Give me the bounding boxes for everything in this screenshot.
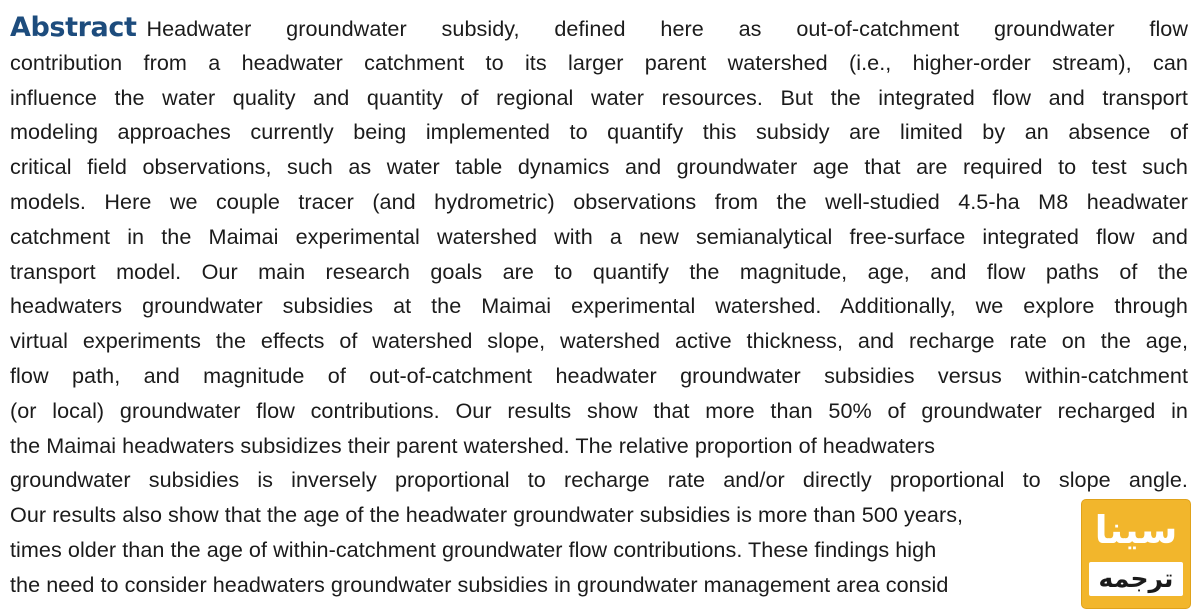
abstract-line: groundwater subsidies is inversely proportional to recharge rate and/or directly proportional to slope angle.: [10, 467, 1188, 493]
abstract-line: [10, 11, 1188, 46]
abstract-line: modeling approaches currently being implemented to quantify this subsidy are limited by an absence of: [10, 119, 1188, 145]
abstract-line: the need to consider headwaters groundwater subsidies in groundwater management area consid: [10, 571, 949, 597]
abstract-line: virtual experiments the effects of watershed slope, watershed active thickness, and recharge rate on the age,: [10, 328, 1188, 354]
abstract-line: models. Here we couple tracer (and hydrometric) observations from the well-studied 4.5-ha M8 headwater: [10, 188, 1188, 214]
abstract-line: (or local) groundwater flow contributions. Our results show that more than 50% of groundwater recharged in: [10, 397, 1188, 423]
abstract-line: headwaters groundwater subsidies at the Maimai experimental watershed. Additionally, we explore through: [10, 293, 1188, 319]
abstract-block: [10, 11, 1188, 603]
abstract-line: flow path, and magnitude of out-of-catchment headwater groundwater subsidies versus within-catchment: [10, 362, 1188, 388]
abstract-heading: Abstract: [10, 12, 137, 43]
abstract-line: Our results also show that the age of the headwater groundwater subsidies is more than 500 years,: [10, 502, 964, 528]
abstract-line: the Maimai headwaters subsidizes their parent watershed. The relative proportion of headwaters: [10, 432, 935, 458]
watermark-logo-badge: [1082, 500, 1190, 608]
abstract-line: contribution from a headwater catchment to its larger parent watershed (i.e., higher-order stream), can: [10, 49, 1188, 75]
abstract-line: catchment in the Maimai experimental watershed with a new semianalytical free-surface integrated flow and: [10, 223, 1188, 249]
watermark-logo-bottom-text: ترجمه: [1089, 562, 1183, 596]
abstract-line: influence the water quality and quantity of regional water resources. But the integrated flow and transport: [10, 84, 1188, 110]
watermark-logo-top-text: سینا: [1094, 508, 1178, 552]
abstract-line-text: Headwater groundwater subsidy, defined here as out-of-catchment groundwater flow: [146, 16, 1188, 41]
abstract-line: transport model. Our main research goals are to quantify the magnitude, age, and flow paths of the: [10, 258, 1188, 284]
abstract-line: times older than the age of within-catchment groundwater flow contributions. These findings high: [10, 536, 937, 562]
abstract-line: critical field observations, such as water table dynamics and groundwater age that are required to test such: [10, 154, 1188, 180]
